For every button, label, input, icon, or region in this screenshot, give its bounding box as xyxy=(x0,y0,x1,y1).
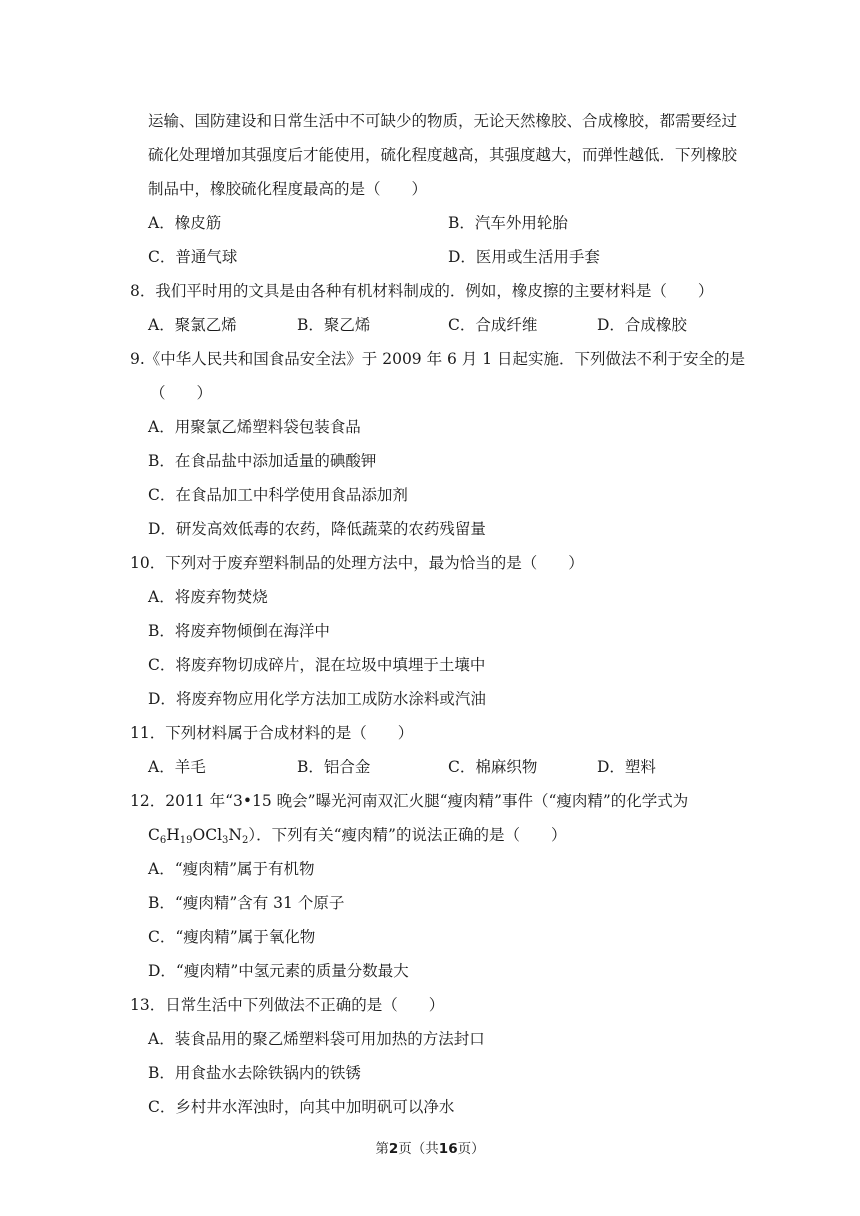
q13-stem: 13．日常生活中下列做法不正确的是（ ） xyxy=(130,996,445,1014)
q9-option-d: D．研发高效低毒的农药，降低蔬菜的农药残留量 xyxy=(148,520,486,538)
q7-stem-line-2: 硫化处理增加其强度后才能使用，硫化程度越高，其强度越大，而弹性越低．下列橡胶 xyxy=(148,146,738,164)
q9-stem: 9.《中华人民共和国食品安全法》于 2009 年 6 月 1 日起实施．下列做法不利于安全的是 xyxy=(130,350,746,368)
q9-stem-blank: （ ） xyxy=(150,384,213,402)
q8-option-c: C．合成纤维 xyxy=(448,316,538,334)
q12-stem-line-2 xyxy=(148,825,566,845)
q7-stem-line-3: 制品中，橡胶硫化程度最高的是（ ） xyxy=(148,180,428,198)
q12-option-a: A．“瘦肉精”属于有机物 xyxy=(148,860,315,878)
footer-mid: 页（共 xyxy=(398,1141,439,1157)
q11-option-b: B．铝合金 xyxy=(297,758,371,776)
formula-subscript: 3 xyxy=(222,835,229,846)
q7-option-d: D．医用或生活用手套 xyxy=(448,248,600,266)
formula-subscript: 6 xyxy=(159,835,167,846)
q11-option-d: D．塑料 xyxy=(597,758,656,776)
footer-prefix: 第 xyxy=(375,1141,389,1157)
q11-stem: 11．下列材料属于合成材料的是（ ） xyxy=(130,724,414,742)
q8-option-b: B．聚乙烯 xyxy=(297,316,371,334)
q12-option-b: B．“瘦肉精”含有 31 个原子 xyxy=(148,894,345,912)
formula-element-n: N xyxy=(228,826,242,844)
page-number: 2 xyxy=(388,1141,399,1157)
q7-option-c: C．普通气球 xyxy=(148,248,238,266)
q9-option-c: C．在食品加工中科学使用食品添加剂 xyxy=(148,486,408,504)
formula-element-h: H xyxy=(166,826,180,844)
q10-option-d: D．将废弃物应用化学方法加工成防水涂料或汽油 xyxy=(148,690,486,708)
q13-option-c: C．乡村井水浑浊时，向其中加明矾可以净水 xyxy=(148,1098,455,1116)
formula-subscript: 19 xyxy=(179,835,193,846)
q11-option-c: C．棉麻织物 xyxy=(448,758,538,776)
q13-option-b: B．用食盐水去除铁锅内的铁锈 xyxy=(148,1064,361,1082)
q12-option-c: C．“瘦肉精”属于氧化物 xyxy=(148,928,316,946)
formula-element-c: C xyxy=(148,826,160,844)
q10-stem: 10．下列对于废弃塑料制品的处理方法中，最为恰当的是（ ） xyxy=(130,554,584,572)
q8-option-a: A．聚氯乙烯 xyxy=(148,316,237,334)
q7-stem-line-1: 运输、国防建设和日常生活中不可缺少的物质，无论天然橡胶、合成橡胶，都需要经过 xyxy=(148,112,738,130)
q8-stem: 8．我们平时用的文具是由各种有机材料制成的．例如，橡皮擦的主要材料是（ ） xyxy=(130,282,714,300)
q10-option-b: B．将废弃物倾倒在海洋中 xyxy=(148,622,330,640)
footer-suffix: 页） xyxy=(457,1141,485,1157)
total-pages: 16 xyxy=(438,1141,458,1157)
page-footer xyxy=(0,1140,860,1158)
q7-option-a: A．橡皮筋 xyxy=(148,214,222,232)
q11-option-a: A．羊毛 xyxy=(148,758,206,776)
q7-option-b: B．汽车外用轮胎 xyxy=(448,214,568,232)
q9-option-b: B．在食品盐中添加适量的碘酸钾 xyxy=(148,452,377,470)
q12-stem-tail: ）．下列有关“瘦肉精”的说法正确的是（ ） xyxy=(248,826,567,844)
q10-option-a: A．将废弃物焚烧 xyxy=(148,588,268,606)
formula-element-ocl: OCl xyxy=(192,826,223,844)
q12-stem: 12．2011 年“3•15 晚会”曝光河南双汇火腿“瘦肉精”事件（“瘦肉精”的化学式为 xyxy=(130,792,689,810)
q9-option-a: A．用聚氯乙烯塑料袋包装食品 xyxy=(148,418,361,436)
q8-option-d: D．合成橡胶 xyxy=(597,316,687,334)
q13-option-a: A．装食品用的聚乙烯塑料袋可用加热的方法封口 xyxy=(148,1030,485,1048)
formula-subscript: 2 xyxy=(241,835,249,846)
chemical-formula xyxy=(148,826,248,844)
q10-option-c: C．将废弃物切成碎片，混在垃圾中填埋于土壤中 xyxy=(148,656,486,674)
q12-option-d: D．“瘦肉精”中氢元素的质量分数最大 xyxy=(148,962,409,980)
